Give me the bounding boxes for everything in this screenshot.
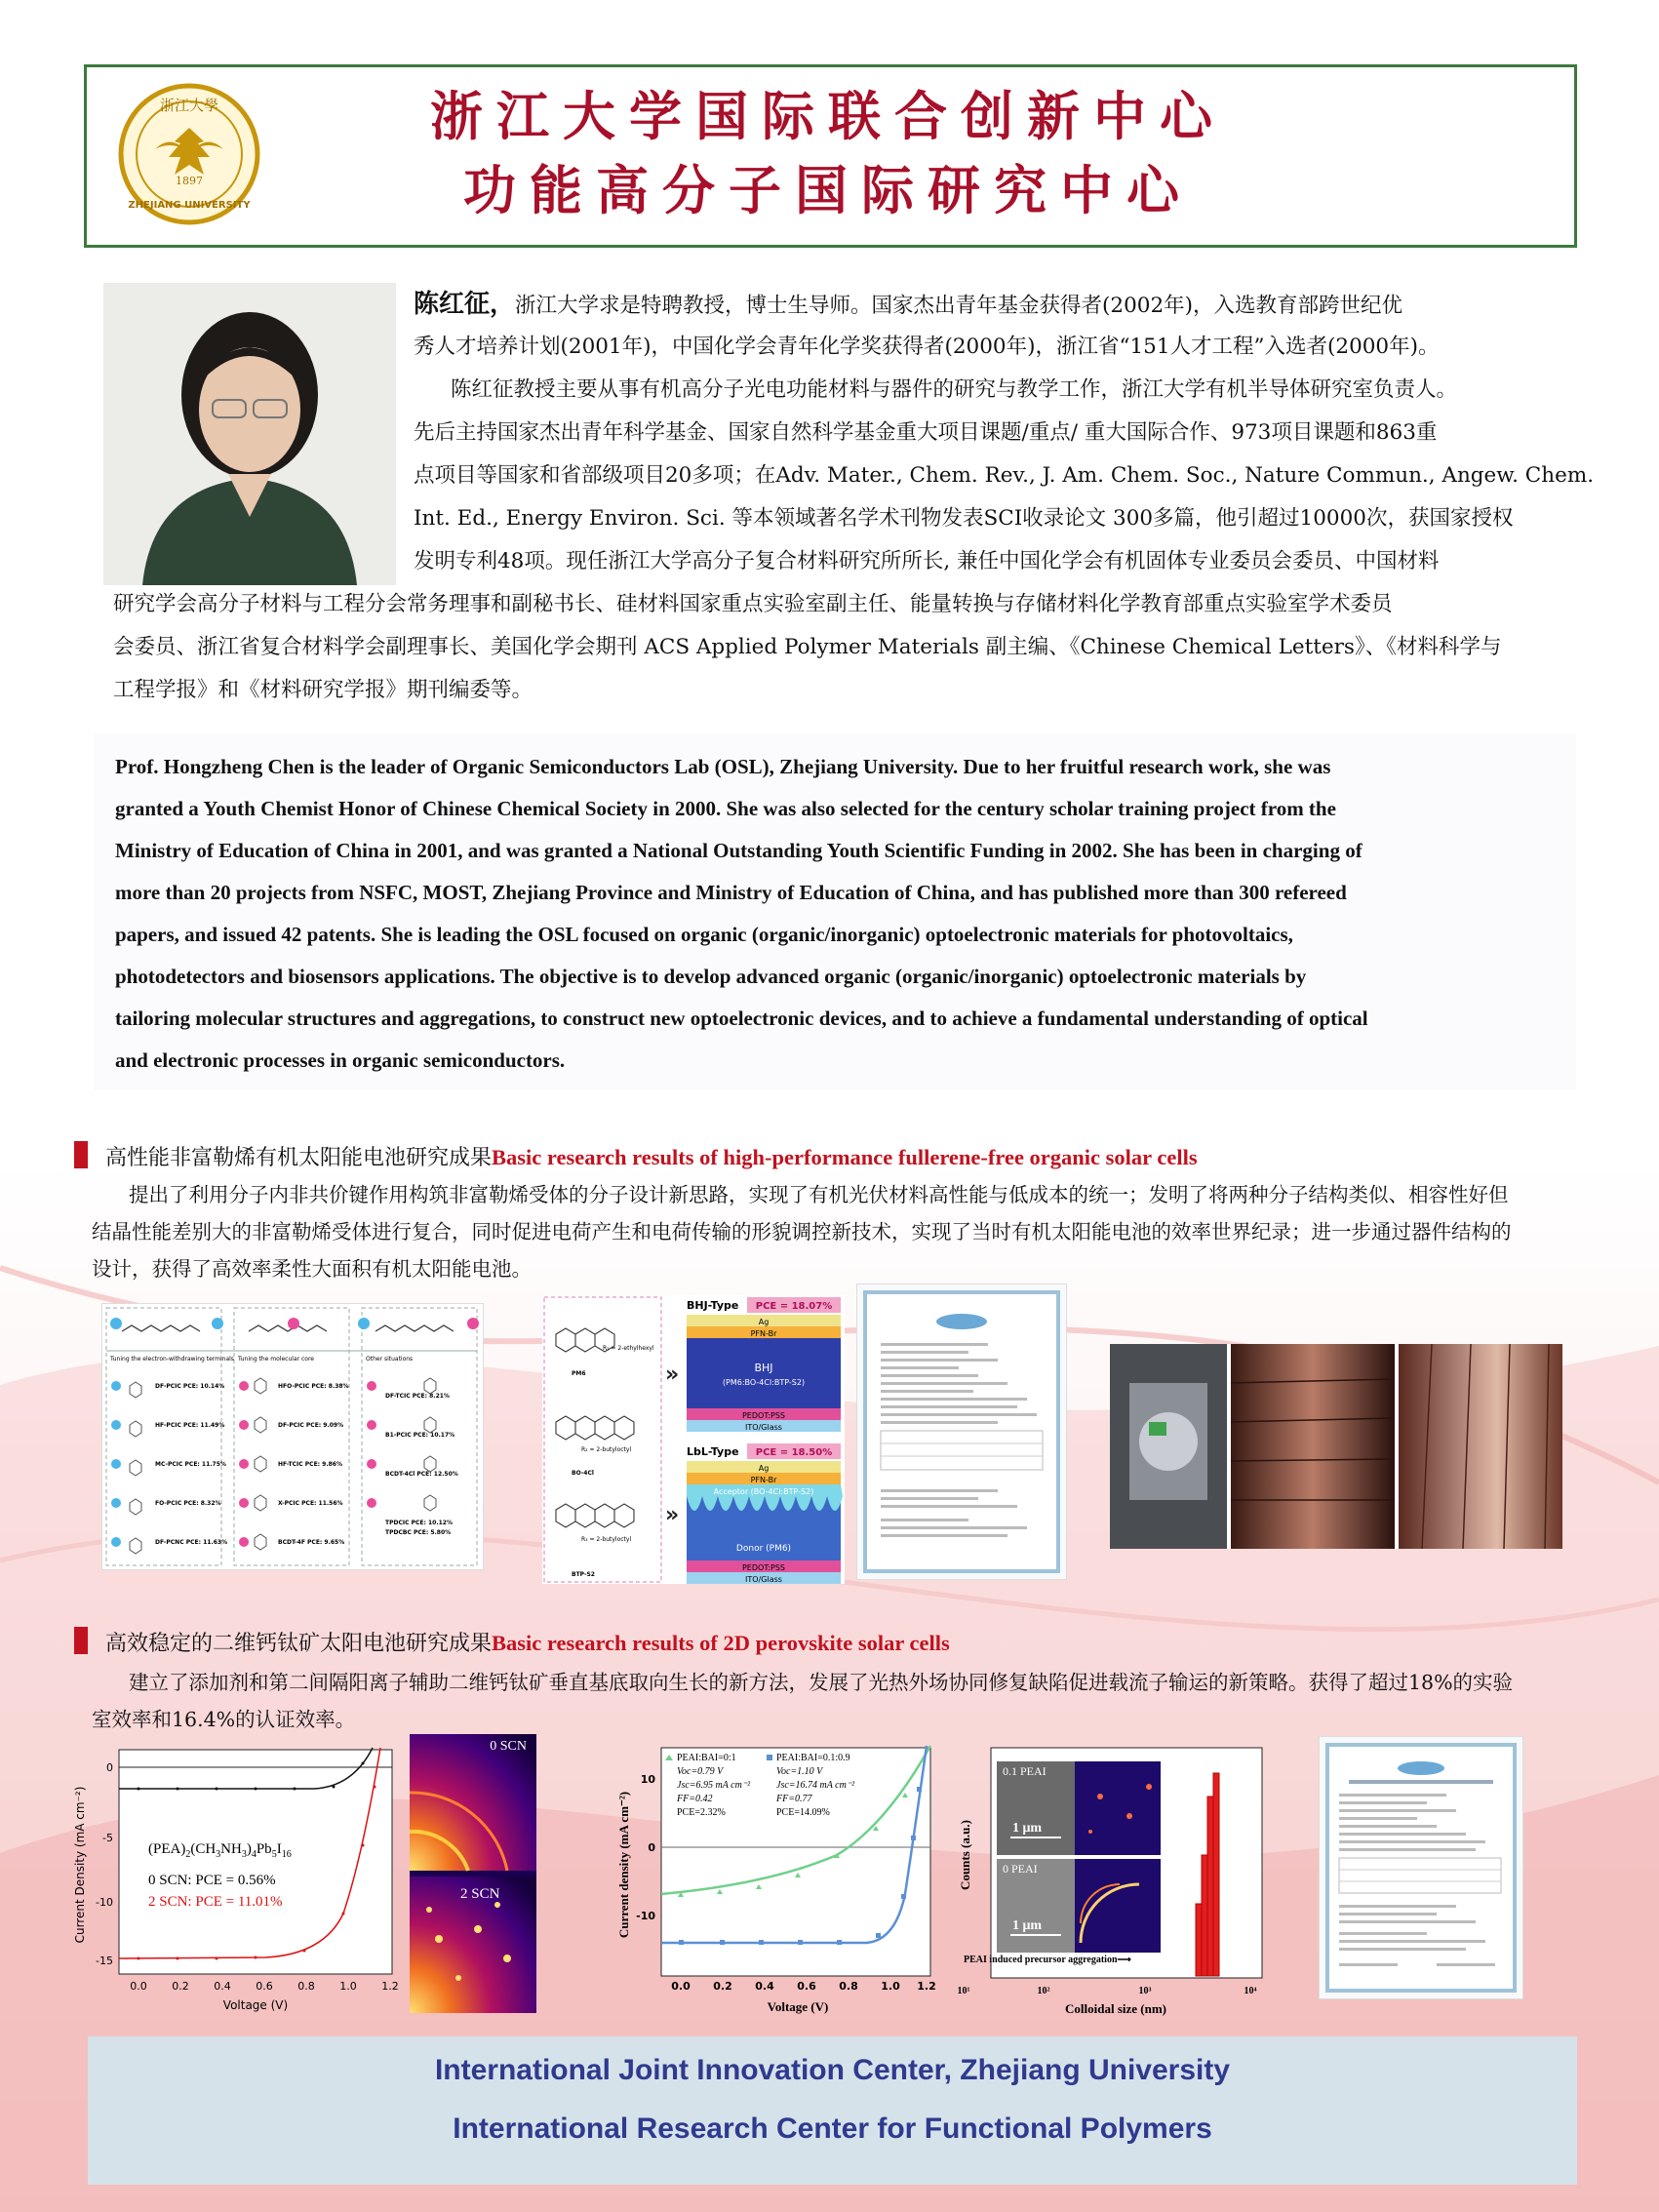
bio-cn-line7: 发明专利48项。现任浙江大学高分子复合材料研究所所长, 兼任中国化学会有机固体专业委员会委员、中国材料 bbox=[414, 549, 1440, 573]
x-tick: 0.4 bbox=[214, 1980, 231, 1993]
acceptor-label: FO-PCIC PCE: 8.32% bbox=[155, 1500, 221, 1507]
acceptor-label: DF-TCIC PCE: 8.21% bbox=[385, 1393, 450, 1400]
portrait-illustration bbox=[103, 283, 396, 585]
y-axis-label: Counts (a.u.) bbox=[958, 1820, 972, 1890]
y-tick: -15 bbox=[96, 1955, 113, 1967]
layer-ito: ITO/Glass bbox=[745, 1423, 782, 1432]
certificate-image-1 bbox=[856, 1284, 1067, 1580]
acceptor-label: BCDT-4Cl PCE: 12.50% bbox=[385, 1471, 458, 1478]
y-tick: 0 bbox=[648, 1841, 655, 1854]
footer-banner bbox=[88, 2036, 1577, 2185]
jv-chart-peai-bai bbox=[612, 1738, 944, 2021]
y-tick: -5 bbox=[102, 1832, 113, 1844]
bio-en-line: tailoring molecular structures and aggregations, to construct new optoelectronic devices, and to achieve a fundamental understanding of optical bbox=[115, 1007, 1368, 1030]
x-tick: 0.2 bbox=[172, 1980, 189, 1993]
perovskite-formula: $(PEA)_2(CH_3NH_3)_4Pb_5I_{16}$ bbox=[148, 1841, 292, 1860]
x-tick: 10¹ bbox=[957, 1986, 970, 1996]
layer-pfnbr: PFN-Br bbox=[750, 1329, 777, 1338]
x-tick: 0.8 bbox=[297, 1980, 315, 1993]
bio-cn-line9: 会委员、浙江省复合材料学会副理事长、美国化学会期刊 ACS Applied Polymer Materials 副主编、《Chinese Chemical Letters》、《材料科学与 bbox=[113, 635, 1502, 659]
logo-text-bottom: ZHEJIANG UNIVERSITY bbox=[128, 200, 251, 211]
col-head-2: Tuning the molecular core bbox=[238, 1356, 314, 1363]
bio-cn-line2: 秀人才培养计划(2001年)，中国化学会青年化学奖获得者(2000年)，浙江省“151人才工程”入选者(2000年)。 bbox=[414, 335, 1440, 359]
x-tick: 10² bbox=[1037, 1986, 1050, 1996]
bio-english bbox=[94, 733, 1576, 1090]
bio-cn-line1-text: 浙江大学求是特聘教授，博士生导师。国家杰出青年基金获得者(2002年)，入选教育部跨世纪优 bbox=[515, 294, 1403, 318]
section-opv-para-2: 结晶性能差别大的非富勒烯受体进行复合，同时促进电荷产生和电荷传输的形貌调控新技术，实现了当时有机太阳能电池的效率世界纪录；进一步通过器件结构的 bbox=[92, 1220, 1512, 1244]
section-opv-heading bbox=[105, 1141, 1198, 1171]
title-line-1: 浙江大学国际联合创新中心 bbox=[430, 85, 1226, 147]
acceptor-label: DF-PCIC PCE: 9.09% bbox=[278, 1422, 344, 1429]
colloidal-size-svg bbox=[954, 1738, 1268, 2021]
bio-cn-line3: 陈红征教授主要从事有机高分子光电功能材料与器件的研究与教学工作，浙江大学有机半导体研究室负责人。 bbox=[451, 377, 1458, 402]
legend-series-1: PEAI:BAI=0:1 bbox=[677, 1753, 736, 1763]
x-tick: 1.2 bbox=[917, 1980, 936, 1993]
bio-en-line: papers, and issued 42 patents. She is leading the OSL focused on organic (organic/inorganic) optoelectronic materials for photovoltaics, bbox=[115, 923, 1293, 946]
zju-logo-icon bbox=[116, 81, 262, 227]
series-2scn-label: 2 SCN: PCE = 11.01% bbox=[148, 1894, 283, 1910]
acceptor-label: TPDCIC PCE: 10.12% bbox=[385, 1520, 453, 1526]
acceptor-label: B1-PCIC PCE: 10.17% bbox=[385, 1432, 455, 1439]
certificate-2-illustration bbox=[1320, 1737, 1522, 1998]
jv-chart-2d-perovskite bbox=[70, 1738, 402, 2021]
certificate-illustration bbox=[857, 1284, 1066, 1579]
arrow-icon: » bbox=[665, 1363, 680, 1387]
bio-cn-line5: 点项目等国家和省部级项目20多项；在Adv. Mater., Chem. Rev., J. Am. Chem. Soc., Nature Commun., Angew. Chem. bbox=[414, 463, 1595, 488]
jv-chart-1-svg bbox=[70, 1738, 402, 2021]
legend-series-2: PEAI:BAI=0.1:0.9 bbox=[776, 1753, 850, 1763]
molecule-r3-label: R₃ = 2-butyloctyl bbox=[581, 1536, 632, 1543]
x-tick: 0.6 bbox=[797, 1980, 816, 1993]
molecule-r1-label: R₁ = 2-ethylhexyl bbox=[603, 1345, 654, 1352]
bio-en-line: and electronic processes in organic semiconductors. bbox=[115, 1048, 566, 1072]
jv-chart-2-svg bbox=[612, 1738, 944, 2021]
x-tick: 0.2 bbox=[713, 1980, 732, 1993]
acceptor-label: BCDT-4F PCE: 9.65% bbox=[278, 1539, 345, 1546]
s2-voc: Voc=1.10 V bbox=[776, 1766, 823, 1777]
bhj-pce: PCE = 18.07% bbox=[755, 1301, 833, 1312]
acceptor-label: DF-PCNC PCE: 11.63% bbox=[155, 1539, 228, 1546]
y-tick: -10 bbox=[96, 1896, 113, 1909]
x-tick: 1.0 bbox=[339, 1980, 357, 1993]
giwaxs-images bbox=[410, 1734, 536, 2013]
acceptor-label: HFO-PCIC PCE: 8.38% bbox=[278, 1383, 349, 1390]
logo-text-top: 浙江大學 bbox=[159, 97, 219, 114]
molecule-btps2: BTP-S2 bbox=[572, 1571, 595, 1578]
bio-cn-line6: Int. Ed., Energy Environ. Sci. 等本领域著名学术刊物发表SCI收录论文 300多篇，他引超过10000次，获国家授权 bbox=[414, 506, 1514, 531]
giwaxs-illustration bbox=[410, 1734, 536, 2013]
section-opv-para-3: 设计，获得了高效率柔性大面积有机太阳能电池。 bbox=[92, 1257, 532, 1281]
y-axis-label: Current density (mA cm⁻²) bbox=[616, 1791, 631, 1939]
x-tick: 1.0 bbox=[881, 1980, 900, 1993]
y-tick: -10 bbox=[636, 1910, 655, 1922]
s1-ff: FF=0.42 bbox=[677, 1794, 713, 1804]
figure-acceptor-library bbox=[101, 1303, 484, 1570]
acceptor-label: HF-TCIC PCE: 9.86% bbox=[278, 1461, 342, 1468]
title-line-2: 功能高分子国际研究中心 bbox=[463, 159, 1193, 221]
logo-year: 1897 bbox=[176, 175, 203, 187]
bio-en-line: Ministry of Education of China in 2001, and was granted a National Outstanding Youth Scientific Funding in 2002. She has been in charging of bbox=[115, 839, 1363, 862]
sem-label-01: 0.1 PEAI bbox=[1003, 1764, 1047, 1778]
acceptor-library-diagram bbox=[102, 1304, 483, 1569]
x-tick: 0.6 bbox=[256, 1980, 273, 1993]
acceptor-label: HF-PCIC PCE: 11.49% bbox=[155, 1422, 225, 1429]
section-perovskite-para-2: 室效率和16.4%的认证效率。 bbox=[92, 1708, 356, 1731]
aggregation-annotation: PEAI induced precursor aggregation⟶ bbox=[964, 1955, 1131, 1965]
flexible-device-illustration bbox=[1110, 1344, 1562, 1549]
s2-ff: FF=0.77 bbox=[776, 1794, 812, 1804]
x-axis-label: Voltage (V) bbox=[222, 1998, 289, 2012]
y-axis-label: Current Density (mA cm⁻²) bbox=[73, 1786, 87, 1944]
bio-en-line: photodetectors and biosensors applications. The objective is to develop advanced organic (organic/inorganic) optoelectronic materials by bbox=[115, 965, 1307, 988]
s1-jsc: Jsc=6.95 mA cm⁻² bbox=[677, 1780, 751, 1791]
footer-line-2: International Research Center for Functional Polymers bbox=[453, 2113, 1212, 2145]
x-axis-label: Voltage (V) bbox=[767, 1999, 829, 2014]
section-perovskite-heading bbox=[105, 1627, 950, 1657]
bio-cn-line1 bbox=[414, 283, 1402, 328]
bio-name: 陈红征， bbox=[414, 290, 516, 319]
bhj-type-label: BHJ-Type bbox=[687, 1299, 739, 1312]
layer-acceptor: Acceptor (BO-4Cl:BTP-S2) bbox=[713, 1487, 814, 1496]
lbl-pce: PCE = 18.50% bbox=[755, 1447, 833, 1458]
s2-jsc: Jsc=16.74 mA cm⁻² bbox=[776, 1780, 855, 1791]
section-opv-title-en: Basic research results of high-performance fullerene-free organic solar cells bbox=[492, 1145, 1198, 1169]
s1-pce: PCE=2.32% bbox=[677, 1807, 726, 1818]
section-opv-title-cn: 高性能非富勒烯有机太阳能电池研究成果 bbox=[105, 1146, 493, 1170]
layer-bhj-blend: (PM6:BO-4Cl:BTP-S2) bbox=[722, 1378, 806, 1387]
x-tick: 0.8 bbox=[839, 1980, 858, 1993]
layer-ag: Ag bbox=[758, 1318, 770, 1326]
colloidal-size-chart bbox=[954, 1738, 1268, 2021]
y-tick: 0 bbox=[106, 1761, 113, 1774]
section-perovskite-title-cn: 高效稳定的二维钙钛矿太阳电池研究成果 bbox=[105, 1632, 493, 1656]
layer-pedot: PEDOT:PSS bbox=[741, 1411, 786, 1420]
x-tick: 0.0 bbox=[671, 1980, 691, 1993]
section-marker bbox=[74, 1141, 88, 1168]
figure-device-structure bbox=[542, 1295, 845, 1584]
portrait-photo bbox=[103, 283, 396, 585]
device-structure-diagram bbox=[542, 1295, 845, 1584]
series-0scn-label: 0 SCN: PCE = 0.56% bbox=[148, 1873, 276, 1888]
layer-pfnbr: PFN-Br bbox=[750, 1476, 777, 1484]
bio-cn-line10: 工程学报》和《材料研究学报》期刊编委等。 bbox=[113, 678, 533, 702]
x-tick: 0.4 bbox=[755, 1980, 774, 1993]
x-tick: 1.2 bbox=[381, 1980, 399, 1993]
certificate-image-2 bbox=[1319, 1736, 1523, 1999]
header-banner bbox=[84, 64, 1577, 248]
x-tick: 10⁴ bbox=[1244, 1986, 1257, 1996]
layer-donor: Donor (PM6) bbox=[735, 1544, 792, 1554]
bio-cn-line4: 先后主持国家杰出青年科学基金、国家自然科学基金重大项目课题/重点/ 重大国际合作、973项目课题和863重 bbox=[414, 420, 1438, 445]
sem-scale-2: 1 μm bbox=[1012, 1918, 1043, 1933]
x-tick: 0.0 bbox=[130, 1980, 147, 1993]
footer-line-1: International Joint Innovation Center, Zhejiang University bbox=[434, 2054, 1231, 2086]
layer-bhj: BHJ bbox=[754, 1362, 773, 1374]
acceptor-label: MC-PCIC PCE: 11.75% bbox=[155, 1461, 226, 1468]
layer-pedot: PEDOT:PSS bbox=[741, 1563, 786, 1572]
section-marker bbox=[74, 1627, 88, 1654]
flexible-device-photos bbox=[1110, 1344, 1562, 1549]
acceptor-label: TPDCBC PCE: 5.80% bbox=[385, 1529, 452, 1536]
section-opv-para-1: 提出了利用分子内非共价键作用构筑非富勒烯受体的分子设计新思路，实现了有机光伏材料高性能与低成本的统一；发明了将两种分子结构类似、相容性好但 bbox=[129, 1183, 1509, 1206]
giwaxs-0scn-label: 0 SCN bbox=[490, 1739, 527, 1754]
x-tick: 10³ bbox=[1138, 1986, 1152, 1996]
molecule-pm6: PM6 bbox=[572, 1370, 586, 1377]
layer-ag: Ag bbox=[758, 1464, 770, 1473]
s2-pce: PCE=14.09% bbox=[776, 1807, 830, 1818]
bio-cn-line8: 研究学会高分子材料与工程分会常务理事和副秘书长、硅材料国家重点实验室副主任、能量转换与存储材料化学教育部重点实验室学术委员 bbox=[113, 592, 1393, 616]
layer-ito: ITO/Glass bbox=[745, 1575, 782, 1584]
acceptor-label: X-PCIC PCE: 11.56% bbox=[278, 1500, 343, 1507]
bio-en-line: Prof. Hongzheng Chen is the leader of Organic Semiconductors Lab (OSL), Zhejiang University. Due to her fruitful research work, she was bbox=[115, 755, 1331, 778]
giwaxs-2scn-label: 2 SCN bbox=[460, 1886, 500, 1902]
sem-label-0: 0 PEAI bbox=[1003, 1862, 1038, 1876]
col-head-1: Tuning the electron-withdrawing terminals bbox=[110, 1356, 234, 1363]
bio-en-line: more than 20 projects from NSFC, MOST, Zhejiang Province and Ministry of Education of China, and has published more than 300 refereed bbox=[115, 881, 1347, 904]
col-head-3: Other situations bbox=[366, 1356, 414, 1363]
acceptor-label: DF-PCIC PCE: 10.14% bbox=[155, 1383, 225, 1390]
section-perovskite-para-1: 建立了添加剂和第二间隔阳离子辅助二维钙钛矿垂直基底取向生长的新方法，发展了光热外场协同修复缺陷促进载流子输运的新策略。获得了超过18%的实验 bbox=[129, 1671, 1514, 1694]
section-perovskite-title-en: Basic research results of 2D perovskite solar cells bbox=[492, 1631, 950, 1655]
molecule-r2-label: R₂ = 2-butyloctyl bbox=[581, 1446, 632, 1453]
molecule-bo4cl: BO-4Cl bbox=[572, 1470, 594, 1477]
s1-voc: Voc=0.79 V bbox=[677, 1766, 724, 1777]
bio-en-line: granted a Youth Chemist Honor of Chinese Chemical Society in 2000. She was also selected for the century scholar training project from the bbox=[115, 797, 1336, 820]
sem-scale-1: 1 μm bbox=[1012, 1821, 1043, 1836]
lbl-type-label: LbL-Type bbox=[687, 1445, 739, 1458]
x-axis-label: Colloidal size (nm) bbox=[1065, 2001, 1166, 2016]
arrow-icon: » bbox=[665, 1503, 680, 1527]
y-tick: 10 bbox=[640, 1773, 655, 1786]
